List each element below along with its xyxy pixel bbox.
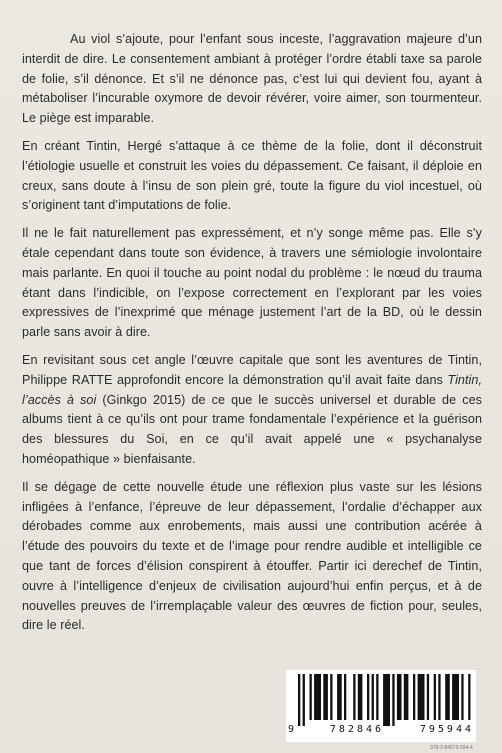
barcode-bar [461, 674, 463, 720]
barcode-bar [323, 674, 328, 720]
barcode-bar [468, 674, 470, 720]
paragraph-5: Il se dégage de cette nouvelle étude une réflexion plus vaste sur les lésions infligées à l’enfance, l’épreuve de leur dépassement, l’ordalie d’échapper aux dérobades comme aux enrobements, mais aussi une contribution acérée à l’étude des pouvoirs du texte et de l’image pour rendre audible et intelligible ce que tant de forces d’élision conspirent à étouffer. Partir ici derechef de Tintin, ouvre à l’intelligence d’enjeux de civilisation aujourd’hui enfin perçus, et à de nouvelles preuves de l’irremplaçable valeur des œuvres de fiction pour, seules, dire le réel. [22, 479, 482, 633]
barcode-bar [337, 674, 342, 720]
barcode-bar [434, 674, 436, 720]
barcode-bar [445, 674, 450, 720]
barcode-bar [404, 674, 409, 720]
barcode-bar [330, 674, 332, 720]
barcode-bar [344, 674, 346, 720]
barcode-bar [314, 674, 321, 720]
barcode-bar [413, 674, 415, 720]
paragraph-4 [22, 351, 482, 470]
isbn-barcode [286, 670, 476, 742]
barcode-bar [438, 674, 440, 720]
barcode-bar [376, 674, 378, 720]
barcode-bar [303, 674, 305, 726]
paragraph-1: Au viol s’ajoute, pour l’enfant sous inceste, l’aggravation majeure d’un interdit de dire. Le consentement ambiant à protéger l’ordre établi taxe sa parole de folie, s’il dénonce. Et s’il ne dénonce pas, c’est lui qui devient fou, ayant à métaboliser l’incurable oxymore de devoir révérer, voire aimer, son tourmenteur. Le piège est imparable. [22, 32, 482, 126]
barcode-bar [392, 674, 394, 726]
barcode-bar [372, 674, 374, 720]
barcode-bar [383, 674, 390, 726]
barcode-digits [288, 724, 474, 735]
barcode-bars [294, 674, 472, 726]
barcode-bar [418, 674, 425, 720]
barcode-bar [298, 674, 300, 726]
paragraph-2: En créant Tintin, Hergé s’attaque à ce thème de la folie, dont il déconstruit l’étiologie usuelle et construit les voies du dépassement. Ce faisant, il déploie en creux, sans doute à l’insu de son plein gré, toute la figure du viol incestuel, où s’originent tant d’imputations de folie. [22, 138, 482, 213]
barcode-digit-first: 9 [288, 724, 295, 735]
barcode-group-right: 795944 [419, 724, 474, 735]
barcode-bar [367, 674, 369, 720]
blurb-text [22, 30, 482, 644]
barcode-bar [397, 674, 402, 720]
barcode-bar [427, 674, 429, 720]
barcode-bar [358, 674, 363, 720]
paragraph-4-part-2: (Ginkgo 2015) de ce que le succès universel et durable de ces albums tient à ce qu’ils ont pour trame fondamentale l’expérience et la guérison des blessures du Soi, en ce qu’il avait appelé une « psychanalyse homéopathique » bienfaisante. [22, 392, 483, 466]
paragraph-4-part-1: En revisitant sous cet angle l’œuvre capitale que sont les aventures de Tintin, Philippe RATTE approfondit encore la démonstration qu’il avait faite dans [22, 352, 482, 387]
barcode-bar [353, 674, 355, 720]
barcode-bar [310, 674, 312, 720]
paragraph-3: Il ne le fait naturellement pas expressément, et n’y songe même pas. Elle s’y étale cependant dans toute son évidence, à travers une sémiologie involontaire mais parlante. En quoi il touche au point nodal du problème : le nœud du trauma étant dans l’indicible, on l’expose correctement en l’explorant par les voies expressives de l’inexprimé que ménage justement l’art de la BD, où le dessin parle sans avoir à dire. [22, 226, 482, 340]
isbn-small-print: 978-2-84679-594-4 [430, 745, 473, 751]
barcode-group-left: 782846 [329, 724, 385, 735]
book-title-italic: Tintin, l’accès à soi [22, 372, 482, 407]
barcode-bar [452, 674, 459, 720]
